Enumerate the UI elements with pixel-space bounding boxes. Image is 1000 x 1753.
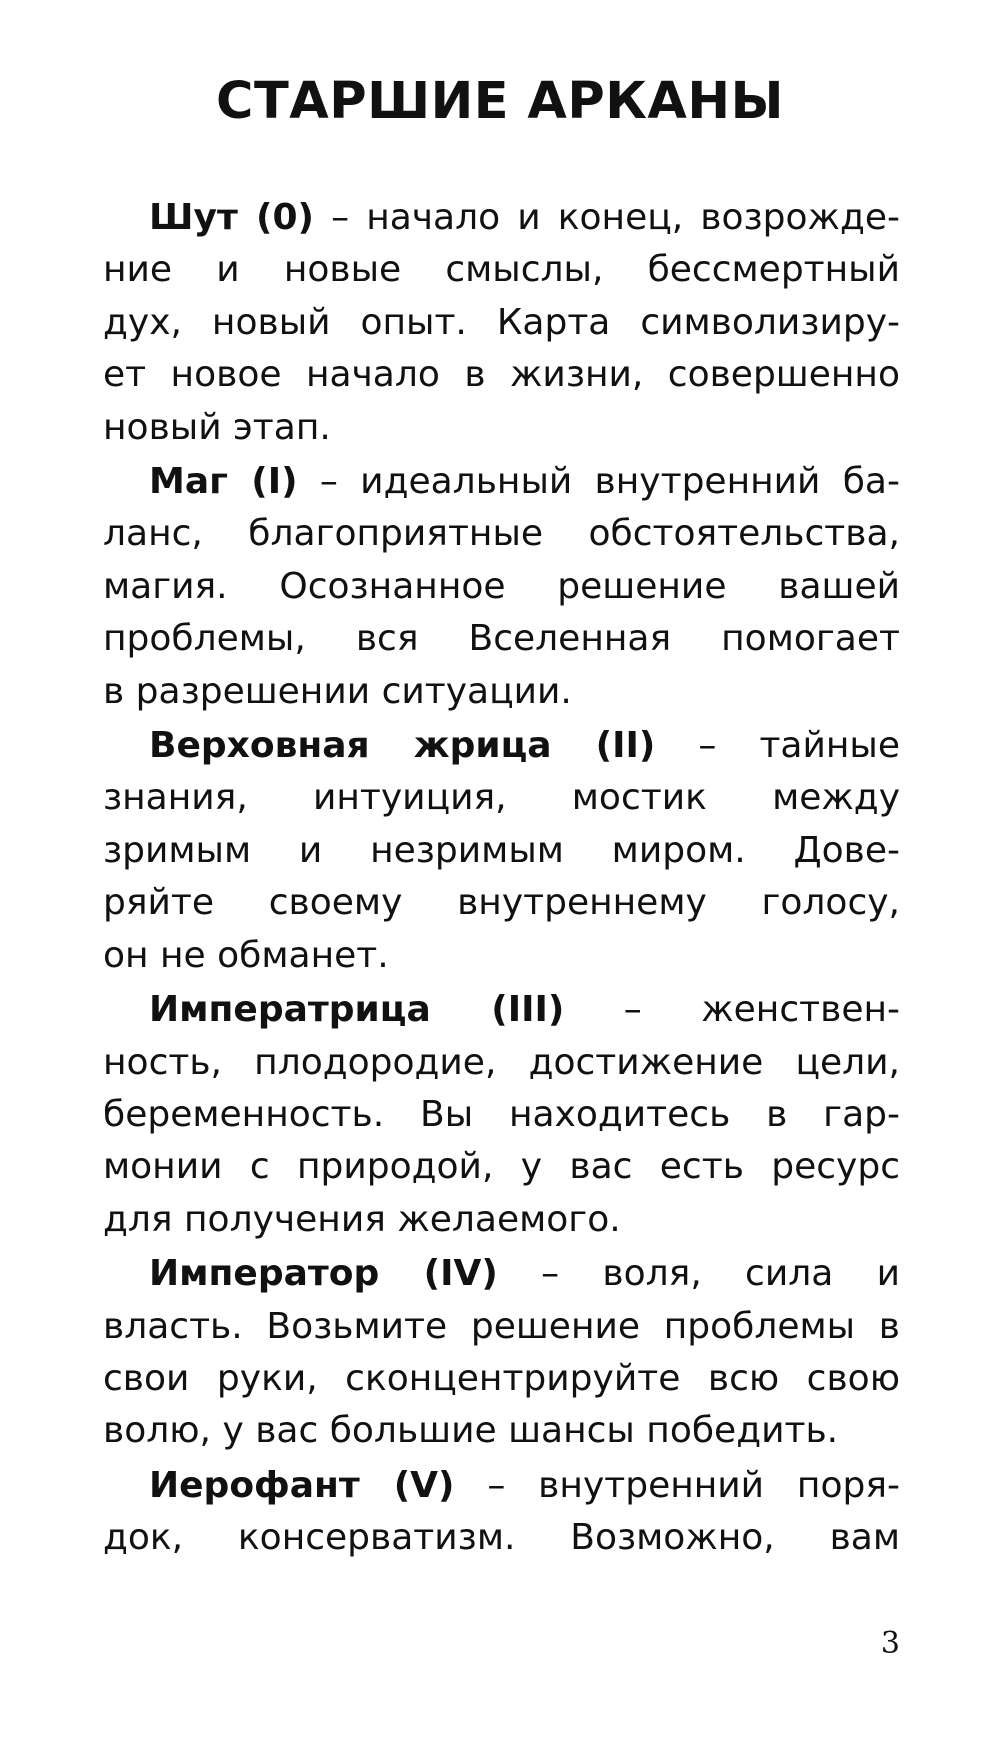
entry-emperor — [103, 1248, 900, 1458]
entry-line — [103, 1460, 900, 1512]
entry-empress — [103, 984, 900, 1246]
entry-term: Императрица (III) — [149, 989, 565, 1031]
page-title: СТАРШИЕ АРКАНЫ — [216, 72, 784, 131]
entry-line: для получения желаемого. — [103, 1198, 621, 1240]
entry-text: – тайные — [655, 725, 900, 767]
entry-line: ряйте своему внутреннему голосу, — [103, 882, 900, 924]
entry-line: знания, интуиция, мостик между — [103, 777, 900, 819]
entry-line — [103, 192, 900, 244]
entry-term: Иерофант (V) — [149, 1464, 455, 1506]
entry-line: в разрешении ситуации. — [103, 670, 572, 712]
entry-line: беременность. Вы находитесь в гар- — [103, 1093, 900, 1135]
entry-line: свои руки, сконцентрируйте всю свою — [103, 1357, 900, 1399]
entry-line — [103, 456, 900, 508]
entry-hierophant — [103, 1460, 900, 1565]
entry-line: док, консерватизм. Возможно, вам — [103, 1517, 900, 1559]
entry-text: – внутренний поря- — [454, 1464, 900, 1506]
entry-line: магия. Осознанное решение вашей — [103, 565, 900, 607]
page-body — [103, 192, 900, 1565]
entry-line: власть. Возьмите решение проблемы в — [103, 1305, 900, 1347]
entry-line — [103, 1248, 900, 1300]
entry-line — [103, 984, 900, 1036]
entry-term: Маг (I) — [149, 461, 298, 503]
entry-line: зримым и незримым миром. Дове- — [103, 829, 900, 871]
entry-fool — [103, 192, 900, 454]
entry-line: проблемы, вся Вселенная помогает — [103, 618, 900, 660]
entry-line: новый этап. — [103, 406, 331, 448]
entry-line — [103, 720, 900, 772]
entry-line: ет новое начало в жизни, совершенно — [103, 354, 900, 396]
entry-line: дух, новый опыт. Карта символизиру- — [103, 301, 900, 343]
entry-line: он не обманет. — [103, 934, 389, 976]
entry-text: – идеальный внутренний ба- — [297, 461, 900, 503]
entry-line: волю, у вас большие шансы победить. — [103, 1410, 839, 1452]
entry-text: – женствен- — [564, 989, 900, 1031]
entry-line: монии с природой, у вас есть ресурс — [103, 1146, 900, 1188]
page-number: 3 — [880, 1626, 900, 1661]
entry-high-priestess — [103, 720, 900, 982]
entry-line: ланс, благоприятные обстоятельства, — [103, 513, 900, 555]
entry-magician — [103, 456, 900, 718]
entry-text: – воля, сила и — [497, 1253, 901, 1295]
entry-term: Шут (0) — [149, 197, 314, 238]
entry-term: Император (IV) — [149, 1253, 498, 1295]
entry-term: Верховная жрица (II) — [149, 725, 656, 767]
entry-line: ние и новые смыслы, бессмертный — [103, 249, 900, 291]
entry-text: – начало и конец, возрожде- — [313, 197, 901, 238]
entry-line: ность, плодородие, достижение цели, — [103, 1041, 900, 1083]
